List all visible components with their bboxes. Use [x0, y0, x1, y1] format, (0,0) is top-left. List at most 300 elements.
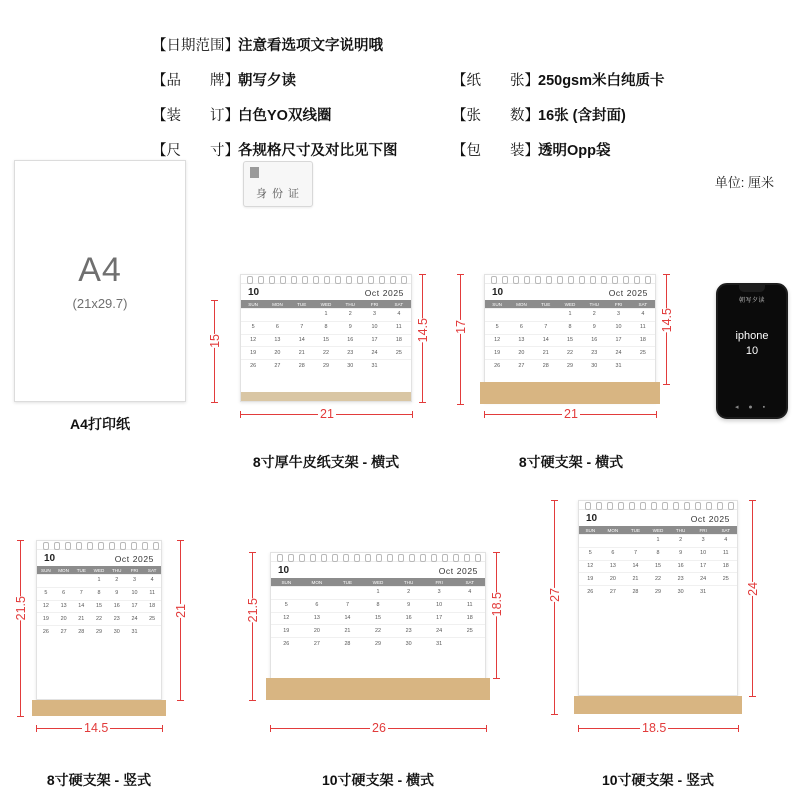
calendar-day-cell: 2	[592, 311, 596, 318]
calendar-hard-8-portrait	[36, 540, 162, 700]
spiral-binding-icon	[37, 541, 161, 550]
calendar-day-cell: 26	[494, 362, 501, 369]
calendar-day-cell: 6	[611, 550, 615, 557]
weekday-label: FRI	[699, 527, 707, 533]
spec-row	[152, 139, 772, 160]
calendar-day-cell: 5	[495, 324, 499, 331]
spiral-ring-icon	[579, 276, 585, 284]
calendar-week-row	[37, 612, 161, 625]
calendar-day-cell: 8	[97, 590, 101, 597]
calendar-day-cell: 25	[466, 627, 473, 634]
calendar-day-cell	[143, 626, 161, 638]
spiral-binding-icon	[271, 553, 485, 562]
calendar-grid	[37, 574, 161, 638]
dimension-line-left-3	[20, 540, 21, 716]
spiral-ring-icon	[390, 276, 396, 284]
phone-brand: 朝写夕读	[738, 298, 765, 304]
month-number: 10	[278, 565, 290, 576]
calendar-day-cell: 10	[131, 590, 138, 597]
spiral-ring-icon	[43, 542, 49, 550]
spiral-ring-icon	[321, 554, 327, 562]
calendar-day-cell: 10	[371, 324, 378, 331]
calendar-day-cell: 8	[376, 602, 380, 609]
iphone-mockup	[716, 283, 788, 419]
calendar-week-row	[485, 359, 655, 372]
stand-hard-10-portrait	[574, 696, 742, 714]
calendar-day-cell: 27	[313, 640, 320, 647]
calendar-day-cell: 12	[250, 336, 257, 343]
calendar-day-cell: 11	[722, 550, 729, 557]
spiral-ring-icon	[673, 502, 679, 510]
calendar-day-cell: 22	[322, 349, 329, 356]
unit-note: 单位: 厘米	[714, 175, 774, 190]
dimension-label-26: 26	[372, 721, 386, 735]
dimension-tick	[419, 402, 426, 403]
spec-list	[152, 34, 772, 174]
calendar-day-cell: 23	[591, 349, 598, 356]
calendar-day-cell: 4	[397, 311, 401, 318]
calendar-day-cell: 18	[395, 336, 402, 343]
calendar-day-cell: 4	[468, 589, 472, 596]
spiral-ring-icon	[269, 276, 275, 284]
calendar-day-cell: 27	[60, 628, 67, 635]
calendar-day-cell: 6	[519, 324, 523, 331]
calendar-day-cell: 15	[375, 614, 382, 621]
calendar-day-cell: 27	[609, 588, 616, 595]
spec-value: 16张 (含封面)	[538, 108, 626, 124]
spec-value: 250gsm米白纯质卡	[538, 73, 665, 89]
calendar-day-cell: 2	[348, 311, 352, 318]
weekday-label: SUN	[492, 301, 502, 307]
stand-hard-8-landscape	[480, 382, 660, 404]
spiral-ring-icon	[357, 276, 363, 284]
calendar-day-cell: 15	[96, 602, 103, 609]
calendar-day-cell: 1	[97, 577, 101, 584]
dimension-tick	[270, 725, 271, 732]
calendar-day-cell: 29	[375, 640, 382, 647]
calendar-grid	[579, 534, 737, 598]
calendar-week-row	[579, 560, 737, 573]
spec-value: 朝写夕读	[238, 73, 296, 89]
calendar-day-cell: 3	[373, 311, 377, 318]
weekday-label: TUE	[630, 527, 641, 533]
calendar-day-cell: 5	[44, 590, 48, 597]
id-card-label: 身 份 证	[255, 188, 301, 200]
spiral-ring-icon	[401, 276, 407, 284]
calendar-day-cell: 17	[700, 562, 707, 569]
calendar-day-cell: 4	[724, 537, 728, 544]
spiral-ring-icon	[376, 554, 382, 562]
dimension-label-17: 17	[454, 320, 468, 334]
spiral-ring-icon	[524, 276, 530, 284]
spec-row	[152, 104, 772, 125]
spiral-ring-icon	[453, 554, 459, 562]
calendar-day-cell: 21	[344, 627, 351, 634]
spiral-ring-icon	[607, 502, 613, 510]
spiral-ring-icon	[277, 554, 283, 562]
calendar-week-row	[271, 624, 485, 637]
calendar-day-cell: 14	[542, 336, 549, 343]
spiral-ring-icon	[706, 502, 712, 510]
weekday-label: MON	[272, 301, 283, 307]
spiral-ring-icon	[98, 542, 104, 550]
weekday-label: SUN	[585, 527, 596, 533]
spiral-ring-icon	[651, 502, 657, 510]
spiral-ring-icon	[684, 502, 690, 510]
calendar-day-cell: 19	[283, 627, 290, 634]
calendar-week-row	[579, 585, 737, 598]
calendar-day-cell: 1	[568, 311, 572, 318]
spiral-ring-icon	[409, 554, 415, 562]
spec-value: 透明Opp袋	[538, 143, 611, 159]
calendar-day-cell	[454, 638, 485, 650]
calendar-day-cell: 23	[405, 627, 412, 634]
dimension-tick	[177, 700, 184, 701]
calendar-day-cell: 5	[588, 550, 592, 557]
calendar-day-cell	[290, 309, 314, 321]
calendar-day-cell: 14	[78, 602, 85, 609]
weekday-label: MON	[607, 527, 619, 533]
spiral-ring-icon	[557, 276, 563, 284]
calendar-day-cell: 3	[617, 311, 621, 318]
calendar-day-cell: 11	[396, 324, 402, 331]
caption-hard-10-landscape: 10寸硬支架 - 横式	[321, 772, 434, 788]
calendar-day-cell: 28	[542, 362, 549, 369]
calendar-day-cell: 18	[722, 562, 729, 569]
spiral-ring-icon	[513, 276, 519, 284]
weekday-label: THU	[403, 579, 414, 585]
calendar-day-cell: 11	[149, 590, 155, 597]
calendar-header	[579, 510, 737, 526]
weekday-label: SAT	[638, 301, 648, 307]
dimension-tick	[656, 411, 657, 418]
calendar-day-cell: 30	[113, 628, 120, 635]
calendar-week-row	[37, 587, 161, 600]
dimension-label-18-5: 18.5	[642, 721, 667, 735]
calendar-header	[37, 550, 161, 566]
calendar-day-cell: 31	[436, 640, 443, 647]
spiral-ring-icon	[623, 276, 629, 284]
weekday-label: WED	[93, 567, 105, 573]
calendar-day-cell	[534, 309, 558, 321]
calendar-day-cell: 20	[313, 627, 320, 634]
kraft-stand	[241, 392, 411, 401]
calendar-day-cell: 20	[274, 349, 281, 356]
calendar-day-cell: 14	[344, 614, 351, 621]
dimension-line-left-2	[460, 274, 461, 404]
calendar-day-cell: 13	[60, 602, 67, 609]
calendar-day-cell: 22	[566, 349, 573, 356]
spec-row	[152, 34, 772, 55]
spec-key: 【张 数】	[452, 108, 539, 124]
calendar-day-cell: 16	[591, 336, 598, 343]
weekday-label: SUN	[248, 301, 258, 307]
calendar-day-cell: 29	[655, 588, 662, 595]
calendar-kraft-8-landscape	[240, 274, 412, 402]
caption-hard-10-portrait: 10寸硬支架 - 竖式	[601, 772, 714, 788]
spiral-ring-icon	[640, 502, 646, 510]
weekday-label: THU	[345, 301, 355, 307]
calendar-day-cell: 19	[494, 349, 501, 356]
calendar-day-cell: 26	[283, 640, 290, 647]
dimension-label-24: 24	[746, 582, 760, 596]
calendar-day-cell: 15	[322, 336, 329, 343]
calendar-week-row	[271, 599, 485, 612]
caption-kraft-8-landscape: 8寸厚牛皮纸支架 - 横式	[252, 454, 400, 470]
dimension-label-14-5: 14.5	[660, 308, 674, 333]
spiral-ring-icon	[568, 276, 574, 284]
stand-hard-8-portrait	[32, 700, 166, 716]
spiral-binding-icon	[241, 275, 411, 284]
calendar-day-cell: 8	[324, 324, 328, 331]
month-number: 10	[492, 287, 504, 298]
weekday-bar	[485, 300, 655, 308]
weekday-label: MON	[516, 301, 527, 307]
calendar-hard-10-landscape	[270, 552, 486, 692]
spiral-ring-icon	[120, 542, 126, 550]
calendar-day-cell: 30	[591, 362, 598, 369]
calendar-hard-10-portrait	[578, 500, 738, 696]
calendar-week-row	[37, 574, 161, 587]
calendar-day-cell: 29	[96, 628, 103, 635]
spiral-ring-icon	[87, 542, 93, 550]
spiral-ring-icon	[343, 554, 349, 562]
calendar-day-cell: 25	[149, 615, 156, 622]
weekday-label: SAT	[147, 567, 157, 573]
calendar-day-cell	[332, 587, 363, 599]
spec-key: 【纸 张】	[452, 73, 539, 89]
dimension-tick	[36, 725, 37, 732]
calendar-week-row	[241, 334, 411, 347]
calendar-day-cell: 13	[518, 336, 525, 343]
calendar-day-cell	[485, 309, 509, 321]
calendar-day-cell: 26	[250, 362, 257, 369]
spec-key: 【尺 寸】	[152, 143, 239, 159]
calendar-day-cell: 12	[587, 562, 594, 569]
spiral-ring-icon	[695, 502, 701, 510]
calendar-day-cell: 25	[639, 349, 646, 356]
month-name: Oct 2025	[690, 513, 730, 524]
spiral-ring-icon	[354, 554, 360, 562]
calendar-day-cell: 29	[566, 362, 573, 369]
weekday-bar	[271, 578, 485, 586]
dimension-tick	[749, 696, 756, 697]
spiral-ring-icon	[302, 276, 308, 284]
month-number: 10	[44, 553, 56, 564]
calendar-day-cell: 31	[131, 628, 138, 635]
spiral-ring-icon	[717, 502, 723, 510]
calendar-day-cell: 17	[371, 336, 378, 343]
dimension-label-21: 21	[174, 604, 188, 618]
calendar-week-row	[271, 612, 485, 625]
calendar-day-cell: 1	[656, 537, 660, 544]
calendar-header	[241, 284, 411, 300]
calendar-day-cell: 12	[283, 614, 290, 621]
spiral-ring-icon	[280, 276, 286, 284]
phone-label	[718, 329, 786, 359]
calendar-day-cell: 22	[655, 575, 662, 582]
calendar-day-cell: 17	[436, 614, 443, 621]
calendar-day-cell	[631, 360, 655, 372]
calendar-grid	[241, 308, 411, 372]
weekday-bar	[241, 300, 411, 308]
calendar-day-cell: 27	[274, 362, 281, 369]
month-name: Oct 2025	[438, 565, 478, 576]
dimension-label-14-5: 14.5	[84, 721, 109, 735]
calendar-day-cell: 12	[494, 336, 501, 343]
calendar-day-cell: 16	[113, 602, 120, 609]
calendar-day-cell: 2	[679, 537, 683, 544]
spec-row	[152, 69, 772, 90]
calendar-day-cell: 26	[42, 628, 49, 635]
calendar-day-cell	[55, 575, 73, 587]
weekday-label: SAT	[721, 527, 731, 533]
calendar-grid	[485, 308, 655, 372]
dimension-tick	[249, 700, 256, 701]
a4-caption: A4打印纸	[70, 416, 130, 432]
calendar-day-cell: 21	[298, 349, 305, 356]
spiral-ring-icon	[728, 502, 734, 510]
calendar-day-cell: 22	[375, 627, 382, 634]
phone-nav-icons: ◂ ● ▪	[734, 404, 770, 411]
month-name: Oct 2025	[608, 287, 648, 298]
calendar-day-cell: 21	[542, 349, 549, 356]
dimension-tick	[412, 411, 413, 418]
dimension-label-14-5: 14.5	[416, 318, 430, 343]
calendar-day-cell	[624, 535, 647, 547]
spiral-ring-icon	[420, 554, 426, 562]
calendar-day-cell: 9	[115, 590, 119, 597]
weekday-label: WED	[652, 527, 664, 533]
calendar-day-cell: 28	[298, 362, 305, 369]
spiral-ring-icon	[645, 276, 651, 284]
calendar-day-cell: 6	[62, 590, 66, 597]
spiral-ring-icon	[398, 554, 404, 562]
spiral-ring-icon	[387, 554, 393, 562]
dimension-tick	[578, 725, 579, 732]
dimension-tick	[162, 725, 163, 732]
calendar-day-cell: 4	[641, 311, 645, 318]
spiral-ring-icon	[324, 276, 330, 284]
calendar-day-cell: 11	[640, 324, 646, 331]
calendar-day-cell: 5	[251, 324, 255, 331]
calendar-day-cell: 22	[96, 615, 103, 622]
caption-hard-8-landscape: 8寸硬支架 - 横式	[518, 454, 624, 470]
weekday-label: SAT	[394, 301, 404, 307]
dimension-tick	[749, 500, 756, 501]
calendar-day-cell: 6	[275, 324, 279, 331]
calendar-day-cell: 1	[376, 589, 380, 596]
calendar-day-cell: 9	[348, 324, 352, 331]
spiral-ring-icon	[546, 276, 552, 284]
id-card	[243, 161, 313, 207]
spiral-ring-icon	[299, 554, 305, 562]
dimension-tick	[486, 725, 487, 732]
dimension-label-21: 21	[564, 407, 578, 421]
dimension-line-left-1	[214, 300, 215, 402]
calendar-week-row	[241, 346, 411, 359]
spiral-ring-icon	[291, 276, 297, 284]
calendar-week-row	[271, 637, 485, 650]
spiral-ring-icon	[153, 542, 159, 550]
calendar-day-cell: 31	[371, 362, 378, 369]
spiral-ring-icon	[618, 502, 624, 510]
spiral-ring-icon	[475, 554, 481, 562]
calendar-grid	[271, 586, 485, 650]
calendar-day-cell: 9	[679, 550, 683, 557]
calendar-week-row	[485, 346, 655, 359]
dimension-tick	[240, 411, 241, 418]
weekday-label: SUN	[281, 579, 292, 585]
weekday-label: FRI	[130, 567, 139, 573]
calendar-day-cell	[37, 575, 55, 587]
calendar-week-row	[37, 625, 161, 638]
calendar-day-cell: 26	[587, 588, 594, 595]
calendar-day-cell: 1	[324, 311, 328, 318]
weekday-label: FRI	[435, 579, 443, 585]
calendar-header	[485, 284, 655, 300]
calendar-day-cell: 25	[722, 575, 729, 582]
calendar-day-cell: 23	[347, 349, 354, 356]
spiral-ring-icon	[464, 554, 470, 562]
calendar-week-row	[485, 334, 655, 347]
calendar-week-row	[37, 600, 161, 613]
calendar-day-cell: 31	[615, 362, 622, 369]
dimension-line-left-5	[554, 500, 555, 714]
calendar-day-cell	[509, 309, 533, 321]
calendar-day-cell: 19	[42, 615, 49, 622]
calendar-week-row	[485, 308, 655, 321]
spiral-ring-icon	[634, 276, 640, 284]
spiral-ring-icon	[247, 276, 253, 284]
calendar-day-cell	[579, 535, 602, 547]
weekday-label: THU	[589, 301, 599, 307]
calendar-day-cell	[302, 587, 333, 599]
spec-key: 【品 牌】	[152, 73, 239, 89]
spiral-ring-icon	[601, 276, 607, 284]
spec-value: 白色YO双线圈	[238, 108, 332, 124]
spiral-ring-icon	[258, 276, 264, 284]
calendar-day-cell	[714, 586, 737, 598]
calendar-day-cell: 16	[405, 614, 412, 621]
dimension-tick	[17, 716, 24, 717]
calendar-day-cell: 18	[149, 602, 156, 609]
weekday-bar	[37, 566, 161, 574]
calendar-day-cell: 13	[274, 336, 281, 343]
calendar-day-cell: 3	[132, 577, 136, 584]
dimension-label-27: 27	[548, 588, 562, 602]
spiral-ring-icon	[335, 276, 341, 284]
phone-notch-icon	[739, 285, 765, 292]
calendar-day-cell: 16	[347, 336, 354, 343]
dimension-tick	[211, 402, 218, 403]
spiral-ring-icon	[590, 276, 596, 284]
dimension-label-21: 21	[320, 407, 334, 421]
spiral-ring-icon	[596, 502, 602, 510]
calendar-day-cell: 7	[544, 324, 548, 331]
spiral-ring-icon	[109, 542, 115, 550]
weekday-label: FRI	[370, 301, 379, 307]
spiral-ring-icon	[629, 502, 635, 510]
calendar-week-row	[579, 547, 737, 560]
phone-label-line2: 10	[745, 345, 759, 357]
dimension-tick	[457, 404, 464, 405]
calendar-day-cell	[602, 535, 625, 547]
calendar-day-cell: 20	[609, 575, 616, 582]
calendar-day-cell: 27	[518, 362, 525, 369]
calendar-day-cell: 23	[677, 575, 684, 582]
spiral-ring-icon	[662, 502, 668, 510]
